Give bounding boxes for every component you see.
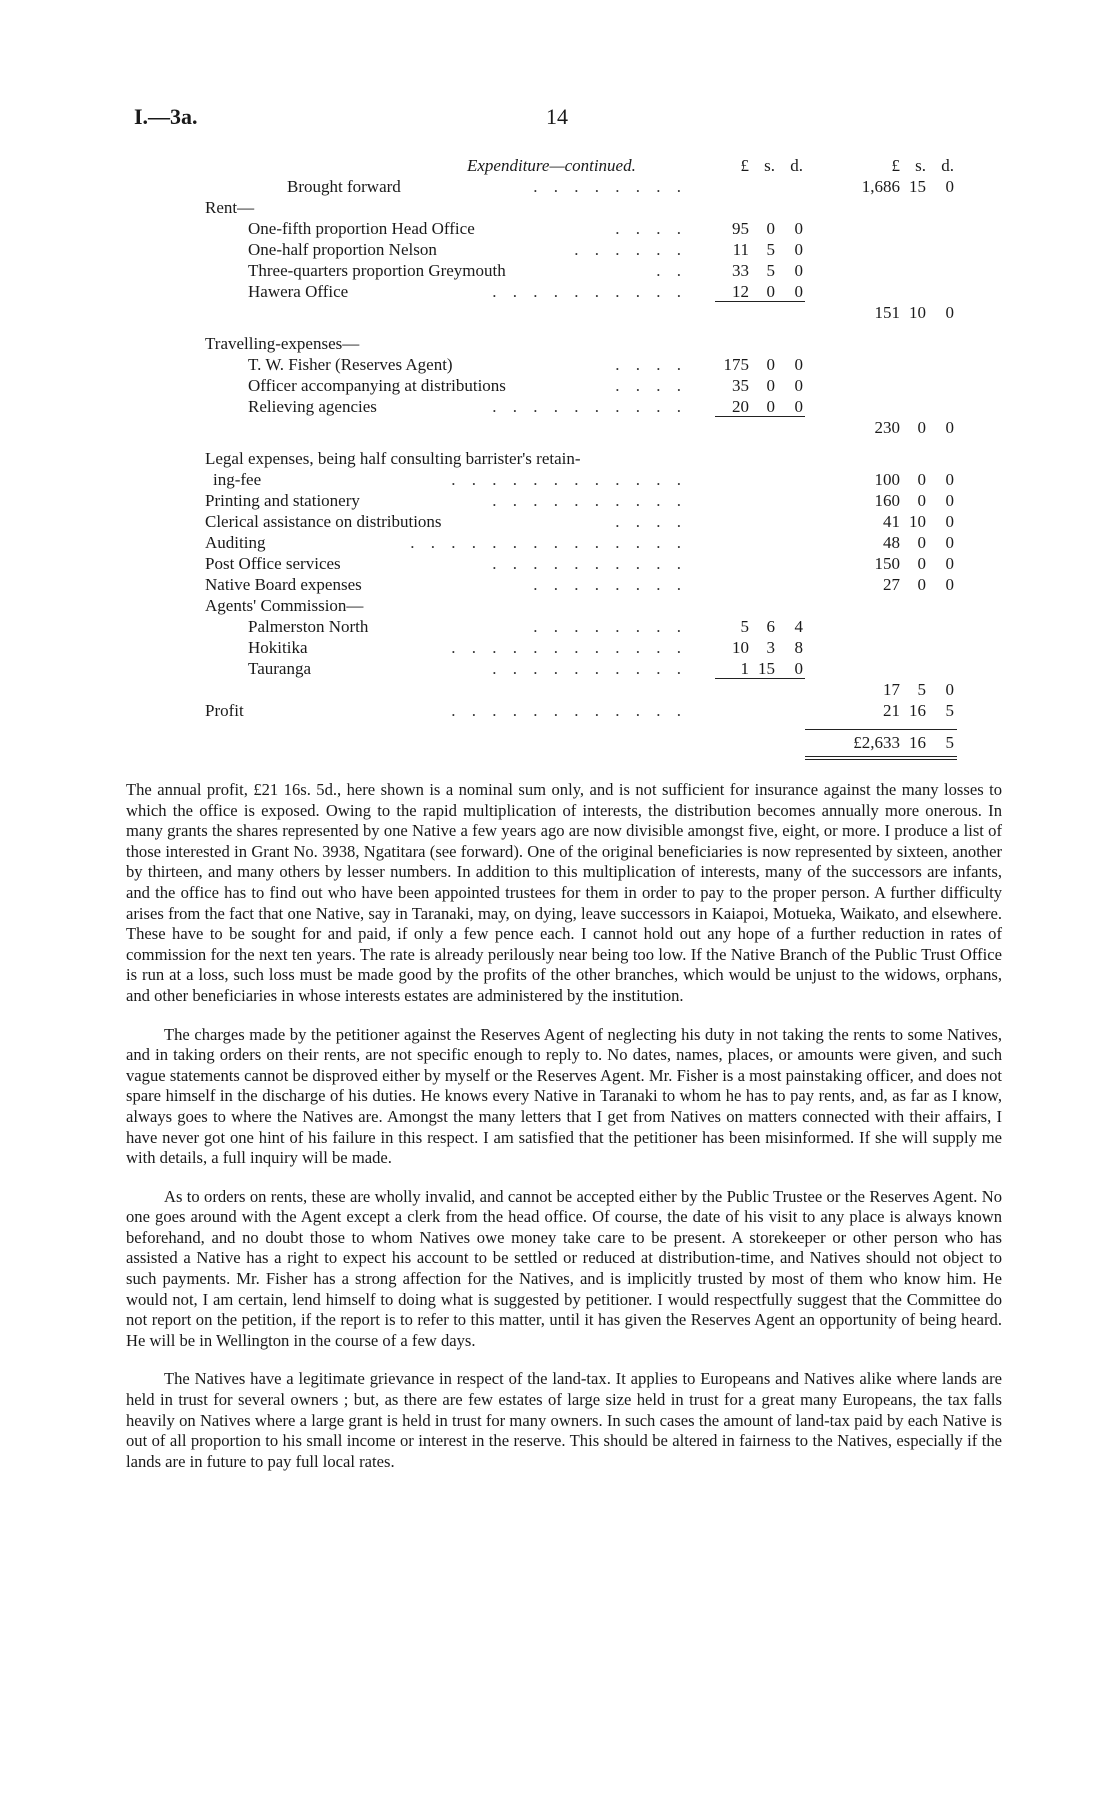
total-rule-bottom-1 [805,756,957,757]
col-pounds-2: £ [891,156,900,175]
amount-pounds: £2,633 [853,733,900,752]
amount-pence: 0 [945,303,954,322]
ledger-row: Auditing . . . . . . . . . . . . . . 48 0 0 [205,533,954,552]
item-label: T. W. Fisher (Reserves Agent) [248,355,453,374]
amount-shillings: 0 [917,418,926,437]
agents-subtotal-row [205,679,954,700]
item-label: Auditing [205,533,266,552]
amount-pence: 0 [945,554,954,573]
amount-pounds: 230 [874,418,900,437]
amount-shillings: 10 [909,303,926,322]
amount-shillings: 0 [766,355,775,374]
amount-pence: 0 [945,418,954,437]
travelling-heading-row [205,333,945,354]
item-label: Tauranga [248,659,311,678]
amount-pounds: 35 [732,376,749,395]
item-label: Hokitika [248,638,308,657]
item-label: Clerical assistance on distributions [205,512,442,531]
amount-shillings: 0 [917,575,926,594]
amount-pence: 0 [794,219,803,238]
ledger-row: One-half proportion Nelson . . . . . . 11 5 0 [248,240,803,259]
col-shillings-2: s. [915,156,926,175]
travelling-subtotal-row [205,417,954,438]
item-label: One-half proportion Nelson [248,240,437,259]
amount-pounds: 20 [732,397,749,416]
amount-shillings: 0 [766,376,775,395]
item-label: One-fifth proportion Head Office [248,219,475,238]
amount-shillings: 0 [917,554,926,573]
item-label: Post Office services [205,554,341,573]
rent-heading-row [205,197,945,218]
amount-shillings: 16 [909,733,926,752]
ledger-row: One-fifth proportion Head Office . . . . 95 0 0 [248,219,803,238]
ledger-row: Hokitika . . . . . . . . . . . . 10 3 8 [248,638,803,657]
amount-shillings: 0 [766,219,775,238]
item-label: Three-quarters proportion Greymouth [248,261,506,280]
ledger-row: Printing and stationery . . . . . . . . . . 160 0 0 [205,491,954,510]
amount-pounds: 100 [874,470,900,489]
section-heading: Agents' Commission— [205,596,364,615]
legal-row-1 [205,448,945,469]
ledger-row: Officer accompanying at distributions . . . . 35 0 0 [248,376,803,395]
amount-pence: 0 [945,470,954,489]
amount-pence: 0 [794,282,803,301]
col-pounds-1: £ [740,156,749,175]
paragraph: The annual profit, £21 16s. 5d., here shown is a nominal sum only, and is not sufficient for insurance against the many losses to which the office is exposed. Owing to the rapid multiplication of interests, the distribution becomes annually more onerous. In many grants the shares represented by one Native a few years ago are now divisible amongst five, eight, or more. I produce a list of those interested in Grant No. 3938, Ngatitara (see forward). One of the original beneficiaries is now represented by sixteen, another by thirteen, and many others by lesser numbers. In addition to this multiplication of interests, many of the successors are infants, and the office has to find out who have been appointed trustees for them in order to pay to the proper person. A further difficulty arises from the fact that one Native, say in Taranaki, may, on dying, leave successors in Kaiapoi, Motueka, Waikato, and elsewhere. These have to be sought for and paid, if only a few pence each. I cannot hold out any hope of a further reduction in rates of commission for the next ten years. The rate is already perilously near being too low. If the Native Branch of the Public Trust Office is run at a loss, such loss must be made good by the profits of the other branches, which would be unjust to the widows, orphans, and other beneficiaries in whose interests estates are administered by the institution. [126,780,1002,1005]
total-rule-bottom-2 [805,759,957,760]
amount-shillings: 6 [766,617,775,636]
ledger-row: Clerical assistance on distributions . . . . 41 10 0 [205,512,954,531]
amount-pence: 0 [945,680,954,699]
amount-pounds: 160 [874,491,900,510]
amount-pence: 5 [945,733,954,752]
amount-pence: 0 [794,240,803,259]
total-rule-top [805,729,957,730]
ledger-row: Hawera Office . . . . . . . . . . 12 0 0 [248,282,803,301]
amount-pence: 0 [794,659,803,678]
item-label: Profit [205,701,244,720]
amount-shillings: 5 [766,240,775,259]
amount-shillings: 0 [917,533,926,552]
amount-shillings: 3 [766,638,775,657]
profit-row: Profit . . . . . . . . . . . . 21 16 5 [205,701,954,720]
amount-pounds: 1 [740,659,749,678]
amount-shillings: 0 [766,397,775,416]
ledger-row: Three-quarters proportion Greymouth . . 33 5 0 [248,261,803,280]
amount-pounds: 11 [732,240,749,259]
amount-pounds: 151 [874,303,900,322]
ledger-row: T. W. Fisher (Reserves Agent) . . . . 175 0 0 [248,355,803,374]
amount-pounds: 21 [883,701,900,720]
amount-pounds: 41 [883,512,900,531]
amount-shillings: 15 [758,659,775,678]
section-heading: Rent— [205,198,255,217]
page-number: 14 [546,104,568,129]
item-label: Native Board expenses [205,575,362,594]
col-shillings-1: s. [764,156,775,175]
document-reference: I.—3a. [134,104,198,129]
rent-subtotal-row [205,302,954,323]
amount-pence: 0 [945,512,954,531]
amount-shillings: 0 [766,282,775,301]
amount-pounds: 17 [883,680,900,699]
legal-row-2: ing-fee . . . . . . . . . . . . 100 0 0 [213,470,954,489]
expenditure-ledger [205,155,954,753]
grand-total-row [205,721,954,753]
amount-pounds: 27 [883,575,900,594]
item-label: Printing and stationery [205,491,360,510]
brought-forward-row: Brought forward . . . . . . . . 1,686 15 0 [287,177,954,196]
amount-pounds: 1,686 [861,177,900,196]
amount-pence: 0 [945,491,954,510]
amount-shillings: 5 [917,680,926,699]
col-pence-2: d. [941,156,954,175]
amount-shillings: 15 [909,177,926,196]
amount-pence: 0 [794,376,803,395]
amount-pence: 0 [794,397,803,416]
ledger-row: Relieving agencies . . . . . . . . . . 20 0 0 [248,397,803,416]
amount-pounds: 5 [740,617,749,636]
amount-pounds: 48 [883,533,900,552]
ledger-row: Tauranga . . . . . . . . . . 1 15 0 [248,659,803,678]
amount-pounds: 175 [723,355,749,374]
amount-pence: 0 [945,575,954,594]
amount-pounds: 33 [732,261,749,280]
amount-pence: 0 [945,177,954,196]
brought-forward-label: Brought forward [287,177,401,196]
item-label: Officer accompanying at distributions [248,376,506,395]
amount-shillings: 5 [766,261,775,280]
amount-pounds: 150 [874,554,900,573]
amount-pounds: 12 [732,282,749,301]
item-label: Palmerston North [248,617,369,636]
amount-pence: 8 [794,638,803,657]
item-label: Relieving agencies [248,397,377,416]
amount-pence: 0 [794,355,803,374]
amount-pence: 0 [945,533,954,552]
agents-heading-row [205,595,945,616]
amount-shillings: 16 [909,701,926,720]
amount-shillings: 0 [917,491,926,510]
section-heading: Travelling-expenses— [205,334,360,353]
amount-pence: 0 [794,261,803,280]
ledger-title-row [205,155,954,176]
item-label: Hawera Office [248,282,349,301]
col-pence-1: d. [790,156,803,175]
ledger-row: Native Board expenses . . . . . . . . 27 0 0 [205,575,954,594]
amount-shillings: 0 [917,470,926,489]
paragraph: As to orders on rents, these are wholly invalid, and cannot be accepted either by the Public Trustee or the Reserves Agent. No one goes around with the Agent except a clerk from the head office. Of course, the date of his visit to any place is always known beforehand, and no doubt those to whom Natives owe money take care to be present. A storekeeper or other person who has assisted a Native has a right to expect his account to be settled or reduced at distribution-time, and Natives should not object to such payments. Mr. Fisher has a strong affection for the Natives, and is implicitly trusted by most of them who know him. He would not, I am certain, lend himself to doing what is suggested by petitioner. I would respectfully suggest that the Committee do not report on the petition, if the report is to refer to this matter, until it has given the Reserves Agent an opportunity of being heard. He will be in Wellington in the course of a few days. [126,1186,1002,1350]
item-label: Legal expenses, being half consulting barrister's retain- [205,449,581,468]
paragraph: The Natives have a legitimate grievance in respect of the land-tax. It applies to Europeans and Natives alike where lands are held in trust for several owners ; but, as there are few estates of large size held in trust for a great many Europeans, the tax falls heavily on Natives where a large grant is held in trust for many owners. In such cases the amount of land-tax paid by each Native is out of all proportion to his small income or interest in the reserve. This should be altered in fairness to the Natives, especially if the lands are in future to pay full local rates. [126,1369,1002,1471]
item-label: ing-fee [213,470,262,489]
ledger-row: Palmerston North . . . . . . . . 5 6 4 [248,617,803,636]
amount-pounds: 95 [732,219,749,238]
amount-shillings: 10 [909,512,926,531]
ledger-row: Post Office services . . . . . . . . . . 150 0 0 [205,554,954,573]
body-text [126,780,1002,1490]
amount-pounds: 10 [732,638,749,657]
amount-pence: 4 [794,617,803,636]
ledger-title: Expenditure—continued. [467,156,636,175]
paragraph: The charges made by the petitioner against the Reserves Agent of neglecting his duty in not taking the rents to some Natives, and in taking orders on their rents, are not specific enough to reply to. No dates, names, places, or amounts were given, and such vague statements cannot be disproved either by myself or the Reserves Agent. Mr. Fisher is a most painstaking officer, and does not spare himself in the discharge of his duties. He knows every Native in Taranaki to whom he has to pay rents, and, as far as I know, always goes to where the Natives are. Amongst the many letters that I get from Natives on matters connected with their affairs, I have never got one hint of his failure in this respect. I am satisfied that the petitioner has been misinformed. If she will supply me with details, a full inquiry will be made. [126,1024,1002,1168]
amount-pence: 5 [945,701,954,720]
